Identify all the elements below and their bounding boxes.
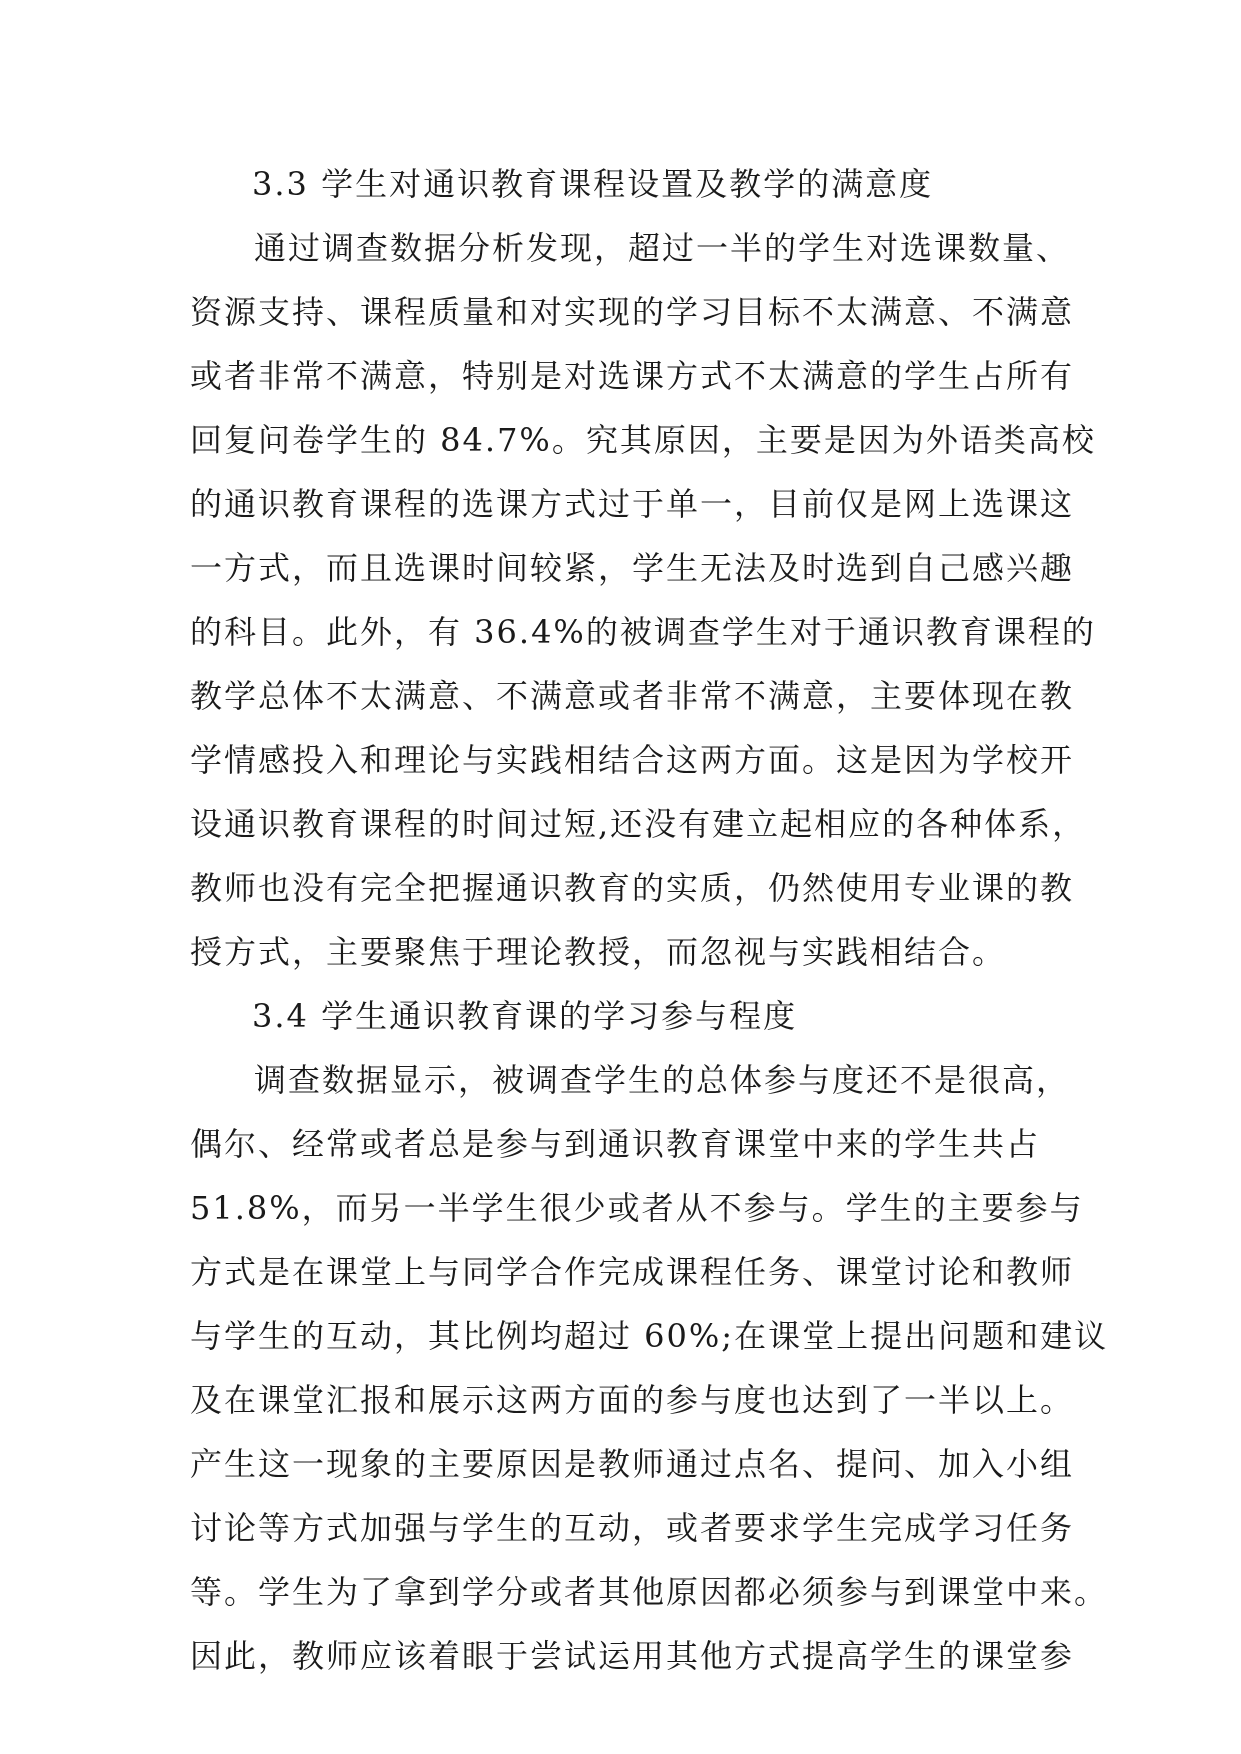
paragraph-line: 的科目。此外，有 36.4%的被调查学生对于通识教育课程的 [190, 613, 1096, 651]
section-heading-3-3: 3.3 学生对通识教育课程设置及教学的满意度 [252, 165, 934, 203]
paragraph-line: 与学生的互动，其比例均超过 60%;在课堂上提出问题和建议 [190, 1317, 1109, 1355]
paragraph-line: 回复问卷学生的 84.7%。究其原因，主要是因为外语类高校 [190, 421, 1096, 459]
paragraph-line: 通过调查数据分析发现，超过一半的学生对选课数量、 [254, 229, 1071, 267]
paragraph-line: 讨论等方式加强与学生的互动，或者要求学生完成学习任务 [190, 1509, 1075, 1547]
paragraph-line: 及在课堂汇报和展示这两方面的参与度也达到了一半以上。 [190, 1381, 1075, 1419]
paragraph-line: 产生这一现象的主要原因是教师通过点名、提问、加入小组 [190, 1445, 1075, 1483]
paragraph-line: 51.8%，而另一半学生很少或者从不参与。学生的主要参与 [190, 1189, 1084, 1227]
paragraph-line: 教师也没有完全把握通识教育的实质，仍然使用专业课的教 [190, 869, 1075, 907]
paragraph-line: 授方式，主要聚焦于理论教授，而忽视与实践相结合。 [190, 933, 1007, 971]
paragraph-line: 资源支持、课程质量和对实现的学习目标不太满意、不满意 [190, 293, 1075, 331]
paragraph-line: 偶尔、经常或者总是参与到通识教育课堂中来的学生共占 [190, 1125, 1041, 1163]
paragraph-line: 一方式，而且选课时间较紧，学生无法及时选到自己感兴趣 [190, 549, 1075, 587]
paragraph-line: 教学总体不太满意、不满意或者非常不满意，主要体现在教 [190, 677, 1075, 715]
section-heading-3-4: 3.4 学生通识教育课的学习参与程度 [252, 997, 798, 1035]
paragraph-line: 的通识教育课程的选课方式过于单一，目前仅是网上选课这 [190, 485, 1075, 523]
paragraph-line: 设通识教育课程的时间过短,还没有建立起相应的各种体系， [190, 805, 1087, 843]
paragraph-line: 因此，教师应该着眼于尝试运用其他方式提高学生的课堂参 [190, 1637, 1075, 1675]
paragraph-line: 学情感投入和理论与实践相结合这两方面。这是因为学校开 [190, 741, 1075, 779]
paragraph-line: 等。学生为了拿到学分或者其他原因都必须参与到课堂中来。 [190, 1573, 1109, 1611]
paragraph-line: 方式是在课堂上与同学合作完成课程任务、课堂讨论和教师 [190, 1253, 1075, 1291]
paragraph-line: 或者非常不满意，特别是对选课方式不太满意的学生占所有 [190, 357, 1075, 395]
paragraph-line: 调查数据显示，被调查学生的总体参与度还不是很高， [254, 1061, 1071, 1099]
